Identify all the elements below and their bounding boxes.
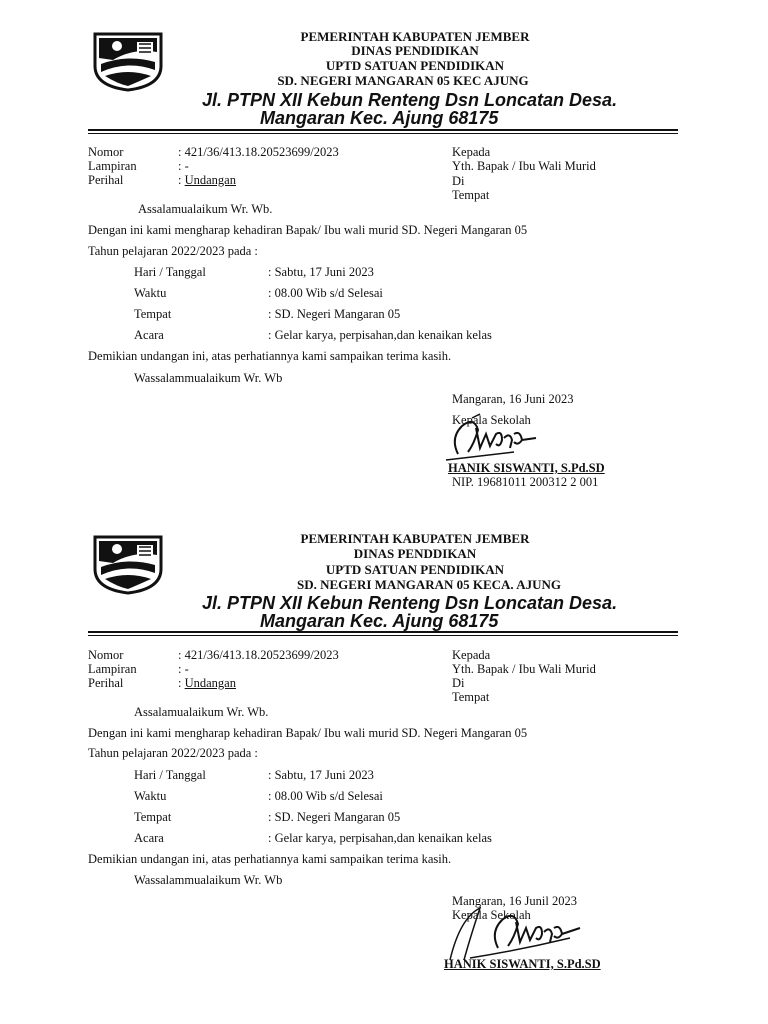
closing-line: Demikian undangan ini, atas perhatiannya kami sampaikan terima kasih. bbox=[88, 852, 452, 866]
acara-value: : Gelar karya, perpisahan,dan kenaikan kelas bbox=[268, 831, 492, 845]
farewell: Wassalammualaikum Wr. Wb bbox=[134, 873, 283, 887]
header-rule-thick bbox=[88, 631, 678, 633]
signature-place-date: Mangaran, 16 Junil 2023 bbox=[452, 894, 577, 908]
lampiran-value: : - bbox=[178, 662, 189, 676]
acara-label: Acara bbox=[134, 831, 164, 845]
lampiran-value: : - bbox=[178, 159, 189, 173]
address-line-1: Jl. PTPN XII Kebun Renteng Dsn Loncatan Desa. bbox=[202, 593, 618, 613]
lampiran-label: Lampiran bbox=[88, 662, 137, 676]
perihal-value: Undangan bbox=[184, 173, 236, 187]
intro-line-1: Dengan ini kami mengharap kehadiran Bapak/ Ibu wali murid SD. Negeri Mangaran 05 bbox=[88, 726, 528, 740]
signatory-name: HANIK SISWANTI, S.Pd.SD bbox=[448, 461, 605, 475]
header-government: PEMERINTAH KABUPATEN JEMBER bbox=[300, 29, 530, 44]
signatory-name: HANIK SISWANTI, S.Pd.SD bbox=[444, 957, 601, 971]
header-department: DINAS PENDIDIKAN bbox=[351, 43, 479, 58]
hari-value: : Sabtu, 17 Juni 2023 bbox=[268, 265, 374, 279]
recipient-tempat: Tempat bbox=[452, 690, 490, 704]
recipient-di: Di bbox=[452, 174, 465, 188]
signature-title: Kepala Sekolah bbox=[452, 908, 531, 922]
farewell: Wassalammualaikum Wr. Wb bbox=[134, 371, 283, 385]
recipient-di: Di bbox=[452, 676, 465, 690]
tempat-value: : SD. Negeri Mangaran 05 bbox=[268, 810, 401, 824]
recipient-kepada: Kepada bbox=[452, 145, 491, 159]
header-rule-thin bbox=[88, 133, 678, 134]
header-unit: UPTD SATUAN PENDIDIKAN bbox=[325, 58, 505, 73]
recipient-tempat: Tempat bbox=[452, 188, 490, 202]
nomor-value: : 421/36/413.18.20523699/2023 bbox=[178, 145, 339, 159]
hari-value: : Sabtu, 17 Juni 2023 bbox=[268, 768, 374, 782]
greeting: Assalamualaikum Wr. Wb. bbox=[138, 202, 273, 216]
waktu-label: Waktu bbox=[134, 286, 167, 300]
header-school: SD. NEGERI MANGARAN 05 KEC AJUNG bbox=[277, 73, 529, 88]
header-rule-thin bbox=[88, 635, 678, 636]
waktu-label: Waktu bbox=[134, 789, 167, 803]
perihal-colon: : bbox=[178, 173, 185, 187]
header-government: PEMERINTAH KABUPATEN JEMBER bbox=[300, 531, 530, 546]
acara-label: Acara bbox=[134, 328, 164, 342]
closing-line: Demikian undangan ini, atas perhatiannya kami sampaikan terima kasih. bbox=[88, 349, 452, 363]
header-rule-thick bbox=[88, 129, 678, 131]
perihal-value: Undangan bbox=[184, 676, 236, 690]
intro-line-1: Dengan ini kami mengharap kehadiran Bapak/ Ibu wali murid SD. Negeri Mangaran 05 bbox=[88, 223, 528, 237]
recipient-name: Yth. Bapak / Ibu Wali Murid bbox=[452, 159, 596, 173]
acara-value: : Gelar karya, perpisahan,dan kenaikan kelas bbox=[268, 328, 492, 342]
intro-line-2: Tahun pelajaran 2022/2023 pada : bbox=[88, 244, 258, 258]
header-department: DINAS PENDDIKAN bbox=[353, 546, 477, 561]
nomor-value: : 421/36/413.18.20523699/2023 bbox=[178, 648, 339, 662]
tempat-label: Tempat bbox=[134, 307, 172, 321]
perihal-value-row bbox=[178, 173, 236, 187]
lampiran-label: Lampiran bbox=[88, 159, 137, 173]
signatory-nip: NIP. 19681011 200312 2 001 bbox=[452, 475, 599, 489]
recipient-name: Yth. Bapak / Ibu Wali Murid bbox=[452, 662, 596, 676]
perihal-label: Perihal bbox=[88, 676, 124, 690]
perihal-label: Perihal bbox=[88, 173, 124, 187]
intro-line-2: Tahun pelajaran 2022/2023 pada : bbox=[88, 746, 258, 760]
nomor-label: Nomor bbox=[88, 145, 124, 159]
nomor-label: Nomor bbox=[88, 648, 124, 662]
header-unit: UPTD SATUAN PENDIDIKAN bbox=[325, 562, 505, 577]
signature-title: Kepala Sekolah bbox=[452, 413, 531, 427]
tempat-value: : SD. Negeri Mangaran 05 bbox=[268, 307, 401, 321]
address-line-1: Jl. PTPN XII Kebun Renteng Dsn Loncatan Desa. bbox=[202, 90, 618, 110]
recipient-kepada: Kepada bbox=[452, 648, 491, 662]
header-school: SD. NEGERI MANGARAN 05 KECA. AJUNG bbox=[297, 577, 561, 592]
tempat-label: Tempat bbox=[134, 810, 172, 824]
waktu-value: : 08.00 Wib s/d Selesai bbox=[268, 789, 383, 803]
waktu-value: : 08.00 Wib s/d Selesai bbox=[268, 286, 383, 300]
address-line-2: Mangaran Kec. Ajung 68175 bbox=[260, 611, 499, 631]
greeting: Assalamualaikum Wr. Wb. bbox=[134, 705, 269, 719]
hari-label: Hari / Tanggal bbox=[134, 768, 206, 782]
perihal-colon: : bbox=[178, 676, 185, 690]
perihal-value-row bbox=[178, 676, 236, 690]
hari-label: Hari / Tanggal bbox=[134, 265, 206, 279]
address-line-2: Mangaran Kec. Ajung 68175 bbox=[260, 108, 499, 128]
signature-place-date: Mangaran, 16 Juni 2023 bbox=[452, 392, 574, 406]
